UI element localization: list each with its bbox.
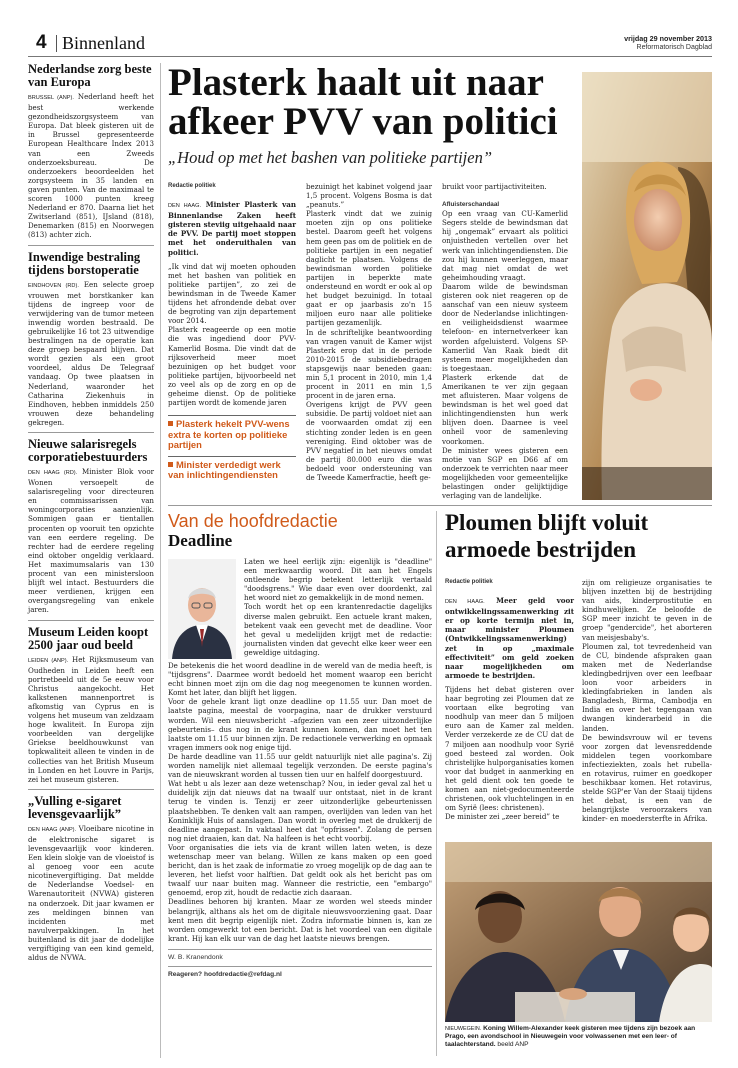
second-headline: Ploumen blijft voluit armoede bestrijden [445,510,649,562]
photo-image [582,72,712,500]
section-divider [56,35,57,52]
page-header [36,32,712,54]
caption-dateline: NIEUWEGEIN. [445,1026,482,1032]
lead-col-3 [442,182,568,500]
brief-headline: Nieuwe salarisregels corporatiebestuurders [28,437,148,464]
brief-article [28,795,154,962]
lead-col-1 [168,182,296,481]
editorial-rule [168,966,432,967]
brief-body: Nederland heeft het best werkende gezondheidszorgsysteem van Europa. Dat bleek gisteren uit de in Brussel gepresenteerde European Healthcare Index 2013 van een Zweeds onderzoeksbureau. De onderzoekers beoordeelden het zorgsysteem in 35 landen en gaven punten. Van de maximaal te scoren 1000 punten kreeg Nederland er 870. Daarna liet het Zwitserland (851), IJsland (818), Denemarken (815) en Noorwegen (813) achter zich. [28,92,154,240]
photo-image [445,842,712,1022]
second-body-col2: zijn om religieuze organisaties te blijven inzetten bij de bestrijding van aids, kinderprostitutie en kindhuwelijken. Ze beloofde de SGP meer inzicht te geven in de groep "gendercide", het aborteren van meisjesbaby's. Ploumen zal, tot tevredenheid van de CU, bindende afspraken gaan maken met de Nederlandse kledingbedrijven over een leefbaar loon voor arbeiders in kledingfabrieken in landen als Bangladesh, Birma, Cambodja en India en over het tegengaan van dwangen kinderarbeid in die landen. De bewindsvrouw wil er tevens voor zorgen dat levensreddende middelen tegen voorkombare infectieziekten, zoals het rubella- en rotavirus, ruimer en goedkoper beschikbaar komen. Het rotavirus, stelde SGP'er Van der Staaij tijdens het debat, is een van de belangrijkste veroorzakers van kinder- en moedersterfte in Afrika. [582,578,712,824]
header-rule [28,56,712,57]
brief-article [28,251,154,428]
second-body-col1: Tijdens het debat gisteren over haar begroting zei Ploumen dat ze voortaan elke begroting van noodhulp van meer dan 5 miljoen euro aan de Kamer zal melden. Verder verzekerde ze de CU dat de 7 miljoen aan noodhulp voor Syrië goed besteed zal worden. Ook christelijke hulporganisaties komen voor dat budget in aanmerking en het geld dient ook ten goede te komen aan niet-gedocumenteerde christenen, ook vluchtelingen in en om Syrië (lees: christenen). De minister zei „zeer bereid” te [445,684,574,822]
brief-article [28,63,154,240]
lead-bullet-text: Minister verdedigt werk van inlichtingendiensten [168,458,281,481]
lead-subhead: „Houd op met het bashen van politieke partijen” [168,148,492,167]
bullet-rule [168,456,296,457]
brief-divider [28,432,154,433]
editorial-label: Van de hoofdredactie [168,511,338,531]
bullet-marker [168,462,173,467]
brief-dateline: BRUSSEL (ANP). [28,95,74,101]
lead-body-col2: bezuinigt het kabinet volgend jaar 1,5 procent. Volgens Bosma is dat „peanuts.” Plasterk vindt dat we zuinig moeten zijn op ons politieke bestel. Daarom geeft het volgens hem geen pas om de politiek en de politieke partijen in een negatief daglicht te plaatsen. Volgens de bewindsman worden politieke partijen in beperkte mate ondersteund en wordt er ook al op het budget bezuinigd. In totaal gaat er op jaarbasis zo'n 15 miljoen euro naar alle politieke partijen gezamenlijk. In de schriftelijke beantwoording van vragen vanuit de Kamer wijst Plasterk erop dat in de periode 2010-2015 de subsidiebedragen stapsgewijs naar beneden gaan: min 5,1 procent in 2010, min 1,4 procent in 2011 en min 1,5 procent in de jaren erna. Overigens krijgt de PVV geen subsidie. De partij voldoet niet aan de voorwaarden omdat zij een stichting zonder leden is en geen vereniging. Eind oktober was de PVV negatief in het nieuws omdat de partij 80.000 euro die was bedoeld voor ondersteuning van de Tweede Kamerfractie, heeft ge- [306,182,432,482]
lead-body-col1: „Ik vind dat wij moeten ophouden met het bashen van politiek en politieke partijen”, zo zei de bewindsman in de Tweede Kamer tijdens het afrondende debat over de begroting van zijn departement voor 2014. Plasterk reageerde op een motie die was ingediend door PVV-Kamerlid Bosma. Die vindt dat de rijksoverheid meer moet bezuinigen op het budget voor politieke partijen, bijvoorbeeld net zo veel als op de zorg en op de geheime dienst. Op de politieke partijen wordt de komende jaren [168,261,296,408]
lead-bullet-text: Plasterk hekelt PVV-wens extra te korten op politieke partijen [168,418,290,451]
section-rule [168,505,712,506]
news-sidebar [28,63,154,1058]
brief-dateline: DEN HAAG (ANP). [28,826,77,833]
reply-label: Reageren? [168,971,203,978]
brief-divider [28,245,154,246]
editorial-author: W. B. Kranendonk [168,953,223,961]
brief-body: Minister Blok voor Wonen versoepelt de salarisregeling voor directeuren en commissarissen van woningcorporaties aanzienlijk. Sommigen gaan er tientallen procenten op vooruit ten opzichte van een eerdere regeling. De rechter had de eerdere regeling eind oktober ongeldig verklaard. Het maximumsalaris van 130 procent van een ministersloon blijft wel intact. Bestuurders die meer verdienen, krijgen een overgangsregeling van enkele jaren. [28,467,154,615]
editorial-body-1: Laten we heel eerlijk zijn: eigenlijk is "deadline" een merkwaardig woord. Dit aan het Engels ontleende begrip betekent letterlijk vertaald "doodsgrens." Wie daar even over doordenkt, zal het woord niet zo gemakkelijk in de mond nemen. Toch wordt het op een krantenredactie dagelijks diverse malen gebruikt. Een actuele krant maken, betekent vaak een gevecht met de deadline. Voor het geval u medelijden krijgt met de redactie: journalisten vinden dat gevecht elke keer weer een geweldige uitdaging. [244,557,432,657]
editorial-body-2: De betekenis die het woord deadline in de wereld van de media heeft, is "tijdsgrens". Daarmee wordt bedoeld het moment waarop een bericht echt binnen moet zijn om die dag nog meegenomen te kunnen worden. Komt het later, dan blijft het liggen. Voor de gehele krant ligt onze deadline op 11.55 uur. Dan moet de laatste pagina, meestal de voorpagina, naar de drukker verstuurd worden. Wil een nieuwsbericht –afgezien van een zeer uitzonderlijke gebeurtenis– dus nog in de krant kunnen komen, dan moet het ten laatste om 11.15 uur binnen zijn. De redactionele verwerking en opmaak vragen immers ook nog enige tijd. De harde deadline van 11.55 uur geldt natuurlijk niet alle pagina's. Zij worden namelijk niet allemaal tegelijk verzonden. De eerste pagina's van de nieuwskrant worden al tussen tien uur en halfelf doorgestuurd. Wat hebt u als lezer aan deze wetenschap? Nou, in ieder geval zal het u duidelijk zijn dat nieuws dat na twaalf uur ontstaat, niet in de krant terug te vinden is. Tenzij er zeer uitzonderlijke gebeurtenissen plaatshebben. Te denken valt aan rampen, overlijden van leden van het Koninklijk Huis of aanslagen. Dan wordt in overleg met de drukkerij de deadline aangepast. In vaktaal heet dat "opfrissen". Zolang de persen nog niet draaien, kan dat. Na halfeen is het echt voorbij. Voor organisaties die iets via de krant willen laten weten, is deze wetenschap meer van belang. Willen ze kans maken op een goed bericht, dan is het zaak de informatie zo vroeg mogelijk op de dag aan te leveren, het liefst voor halftien. Dat geldt ook als het bericht pas om twaalf uur naar buiten mag. Wanneer die restrictie, een "embargo" genoemd, erop zit, houdt de redactie zich daaraan. Deadlines behoren bij kranten. Maar ze worden wel steeds minder belangrijk, althans als het om de digitale nieuwsvoorziening gaat. Daar kent men dit begrip eigenlijk niet. Zodra informatie binnen is, kan ze worden omgewerkt tot een bericht. Dat is het voordeel van een digitale krant. Hij kan elk uur van de dag het laatste nieuws brengen. [168,661,432,943]
lead-intro: Minister Plasterk van Binnenlandse Zaken heeft gisteren steviig uitgehaald naar de PVV. De partij moet stoppen met het onderuithalen van politici. [168,200,296,257]
section-title: Binnenland [62,33,145,53]
caption-credit: beeld ANP [497,1041,529,1049]
brief-divider [28,789,154,790]
brief-body: Het Rijksmuseum van Oudheden in Leiden heeft een portretbeeld uit de 5e eeuw voor Christus aangekocht. Het kalkstenen mannenportret is afkomstig van Cyprus en is volgens het museum van zeldzaam hoge kwaliteit. In Europa zijn voorbeelden van dergelijke Griekse beeldhouwkunst van topkwaliteit alleen te vinden in de collecties van het British Museum in Londen en het Louvre in Parijs, zei het museum gisteren. [28,654,155,784]
sidebar-divider [160,63,161,1058]
author-portrait [168,559,236,659]
second-col-1 [445,578,574,821]
reply-email-link[interactable]: hoofdredactie@refdag.nl [203,971,282,978]
brief-body: Een selecte groep vrouwen met borstkanker kan tijdens de ingreep voor de verwijdering van de tumor meteen inwendig worden bestraald. De gebruikelijke 16 tot 23 uitwendige bestralingen na de operatie kan deze groep bespaard blijven. Dat wordt gezien als een groot voordeel, aldus De Telegraaf vandaag. Op twee plaatsen in Nederland, waaronder het Catharina Ziekenhuis in Eindhoven, hebben inmiddels 250 vrouwen deze behandeling gekregen. [28,279,155,427]
second-photo [445,842,712,1022]
brief-article [28,438,154,615]
brief-headline: Nederlandse zorg beste van Europa [28,62,152,89]
editorial-rule [168,949,432,950]
bullet-rule [168,415,296,416]
brief-dateline: LEIDEN (ANP). [28,657,69,664]
brief-divider [28,620,154,621]
caption-text: Koning Willem-Alexander keek gisteren mee tijdens zijn bezoek aan Prago, een avondschool in Nieuwegein voor volwassenen met een leer- of taalachterstand. [445,1025,696,1049]
second-kicker: Redactie politiek [445,579,493,585]
brief-dateline: EINDHOVEN (RD). [28,282,79,289]
brief-headline: Inwendige bestraling tijdens borstoperatie [28,249,141,277]
editorial-title: Deadline [168,531,233,550]
photo-caption [445,1025,712,1050]
editorial-contact [168,970,432,979]
second-intro: Meer geld voor ontwikkelingssamenwerking zit er op korte termijn niet in, maar minister Ploumen (Ontwikkelingssamenwerking) zet in op „maximale effectiviteit” om geld zoeken naar mogelijkheden om armoede te bestrijden. [445,596,574,680]
lead-bullet [168,419,296,451]
page-number: 4 [36,32,47,53]
editorial [168,511,432,1056]
second-dateline: DEN HAAG. [445,599,485,606]
lead-dateline: DEN HAAG. [168,203,202,210]
column-divider [436,511,437,1056]
brief-body: Vloeibare nicotine in de elektronische sigaret is levensgevaarlijk voor kinderen. Een klein slokje van de vloeistof is al genoeg voor een acute nicotinevergiftiging. Dat meldde de Nederlandse Voedsel- en Warenautoriteit (NVWA) gisteren na onderzoek. Dit jaar kwamen er zes meldingen binnen van incidenten met navulverpakkingen. In het buitenland is dit jaar de dodelijke vergiftiging van een kind gemeld, aldus de NVWA. [28,823,154,963]
brief-headline: „Vulling e-sigaret levensgevaarlijk” [28,793,122,821]
brief-headline: Museum Leiden koopt 2500 jaar oud beeld [28,624,149,652]
bullet-marker [168,421,173,426]
lead-body-col3a: bruikt voor partijactiviteiten. [442,182,547,191]
lead-kicker: Redactie politiek [168,183,216,189]
header-publication: Reformatorisch Dagblad [636,44,712,51]
lead-crosshead: Afluisterschandaal [442,201,500,209]
brief-article [28,626,154,784]
lead-photo [582,72,712,500]
header-date: vrijdag 29 november 2013 [624,34,712,43]
lead-headline: Plasterk haalt uit naar afkeer PVV van politici [168,61,558,143]
lead-body-col3b: Op een vraag van CU-Kamerlid Segers stelde de bewindsman dat hij „ongemak” ervaart als politici onjuistheden vertellen over het werk van inlichtingendiensten. Die zou hij kunnen weerleggen, maar dat mag niet omdat de wet geheimhouding vraagt. Daarom wilde de bewindsman gisteren ook niet reageren op de aanschaf van een nieuw systeem door de Nederlandse inlichtingen- en veiligheidsdienst waarmee telefoon- en internetverkeer kan worden afgeluisterd. Volgens SP-Kamerlid Van Raak biedt dit systeem meer mogelijkheden dan is toegestaan. Plasterk erkende dat de Amerikanen te ver zijn gegaan met afluisteren. Maar volgens de bewindsman is het wel goed dat inlichtingendiensten hun werk blijven doen. Daarnee is veel onheil voor de samenleving voorkomen. De minister wees gisteren een motie van SGP en D66 af om onderzoek te verrichten naar meer mogelijkheden voor gemeentelijke belastingen onder gelijktijdige verlaging van de landelijke. [442,209,568,501]
lead-bullet [168,460,296,481]
brief-dateline: DEN HAAG (RD). [28,470,78,476]
